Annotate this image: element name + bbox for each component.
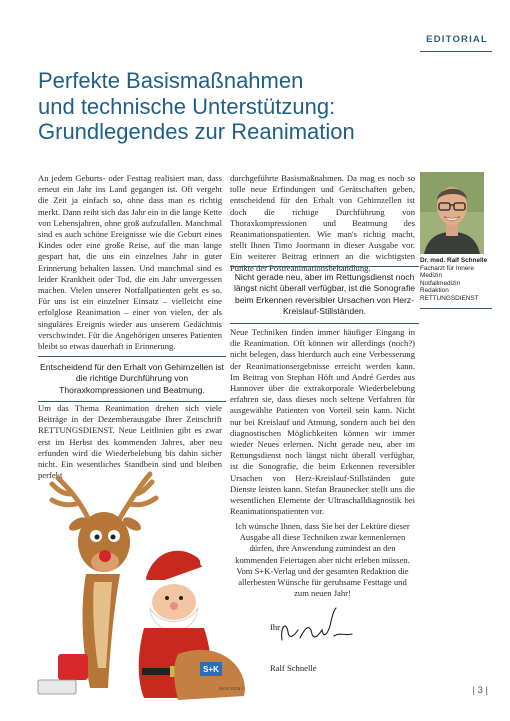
mid-column-body (230, 327, 415, 517)
closing-greeting: Ihr (270, 622, 281, 632)
signature-name: Ralf Schnelle (270, 663, 317, 673)
author-role-1: Facharzt für Innere (420, 264, 474, 272)
author-role-3: Notfallmedizin (420, 279, 461, 287)
mid-paragraph-3: Ich wünsche Ihnen, dass Sie bei der Lektüre dieser Ausgabe all diese Techniken zwar kennenlernen dürfen, ihre Anwendung zumindest an den kommenden Feiertagen aber nicht erleben müssen. Vom S+K-Verlag und der gesamten Redaktion die allerbesten Wünsche für geruhsame Festtage und zum neuen Jahr! (235, 521, 410, 599)
author-rule (420, 308, 492, 309)
mid-column-closing (230, 521, 415, 599)
author-role-5: RETTUNGSDIENST (420, 294, 479, 302)
title-line-1: Perfekte Basismaßnahmen (38, 68, 304, 93)
christmas-illustration (28, 458, 252, 703)
pullquote-left: Entscheidend für den Erhalt von Gehirnzellen ist die richtige Durchführung von Thoraxkompressionen und Beatmung. (38, 356, 226, 402)
left-paragraph-2: Um das Thema Reanimation drehen sich viele Beiträge in der Dezemberausgabe Ihrer Zeitschrift RETTUNGSDIENST. Neue Leitlinien gibt es zwar erst im Herbst des kommenden Jahres, aber neu erfunden wird die Wiederbelebung bis dahin sicher nicht. Ein wesentliches Standbein sind und bleiben perfekt (38, 403, 222, 481)
left-paragraph-1: An jedem Geburts- oder Festtag realisiert man, dass erneut ein Jahr ins Land gegangen ist. Oft vergeht die Zeit ja einfach so, ohne dass man es richtig merkt. Dann reiht sich das Jahr ein in die lange Kette von Lebensjahren, ohne groß aufzufallen. Manchmal sind es auch schöne Ereignisse wie die Geburt eines Kindes oder eine große Reise, auf die man lange gespart hat, die uns ein einzelnes Jahr in guter Erinnerung behalten lassen. Und manchmal sind es leider Krankheit oder Tod, die ein Jahr unvergessen machen. Vielen unserer Notfallpatienten geht es so. Für uns ist ein einzelner Einsatz – vielleicht eine erfolglose Reanimation – einer von vielen, der als singuläres Ereignis wieder aus unserem Gedächtnis verschwindet. Für die Angehörigen unseres Patienten bleibt so etwas dauerhaft in Erinnerung. (38, 173, 222, 352)
author-credit (420, 257, 500, 303)
author-name: Dr. med. Ralf Schnelle (420, 257, 488, 264)
author-photo (420, 172, 484, 254)
mid-paragraph-1: durchgeführte Basismaßnahmen. Da mag es noch so tolle neue Erfindungen und Gerätschaften geben, entscheidend für den Erhalt von Gehirnzellen ist doch die richtige Durchführung von Thoraxkompressionen und Beatmung des Reanimationspatienten. Wie man's richtig macht, stellt Ihnen Timo Joormann in dieser Ausgabe vor. Ein weiterer Beitrag erinnert an die wichtigsten Punkte der Postreanimationsbehandlung. (230, 173, 415, 273)
sack-logo-text: S+K (203, 665, 219, 674)
author-role-2: Medizin (420, 272, 443, 280)
article-title (38, 68, 478, 145)
section-label: EDITORIAL (426, 34, 488, 45)
page-number: | 3 | (472, 685, 488, 696)
handwritten-signature (276, 606, 356, 650)
title-line-3: Grundlegendes zur Reanimation (38, 119, 355, 144)
pullquote-mid: Nicht gerade neu, aber im Rettungsdienst noch längst nicht überall verfügbar, ist die Sonografie beim Erkennen reversibler Ursachen von Herz-Kreislauf-Stillständen. (230, 266, 419, 324)
author-role-4: Redaktion (420, 287, 449, 295)
top-bar (0, 0, 510, 8)
title-line-2: und technische Unterstützung: (38, 93, 336, 119)
mid-column-intro (230, 173, 415, 274)
mid-paragraph-2: Neue Techniken finden immer häufiger Eingang in die Reanimation. Oft können wir allerdings (noch?) nicht belegen, dass hierdurch auch eine Verbesserung der Reanimationsergebnisse erreicht werden kann. Im Beitrag von Stephan Höft und André Gerdes aus Hannover über die extrakorporale Wiederbelebung erfahren sie, dass dieses noch seltene Verfahren für ausgewählte Patienten von Vorteil sein kann. Nicht nur bei Kreislauf und Atmung, sondern auch bei den diagnostischen Möglichkeiten können wir immer wieder Neues erlernen. Nicht gerade neu, aber im Rettungsdienst noch längst nicht überall verfügbar, ist die Sonografie, die beim Erkennen reversibler Ursachen von Herz-Kreislauf-Stillständen gute Dienste leisten kann. Stefan Braunecker stellt uns die wesentlichen Elemente der Ultraschalldiagnostik bei Reanimationspatienten vor. (230, 327, 415, 517)
left-column-intro (38, 173, 222, 352)
section-rule (420, 51, 492, 52)
artist-credit: MAX 2016 © (219, 686, 245, 691)
